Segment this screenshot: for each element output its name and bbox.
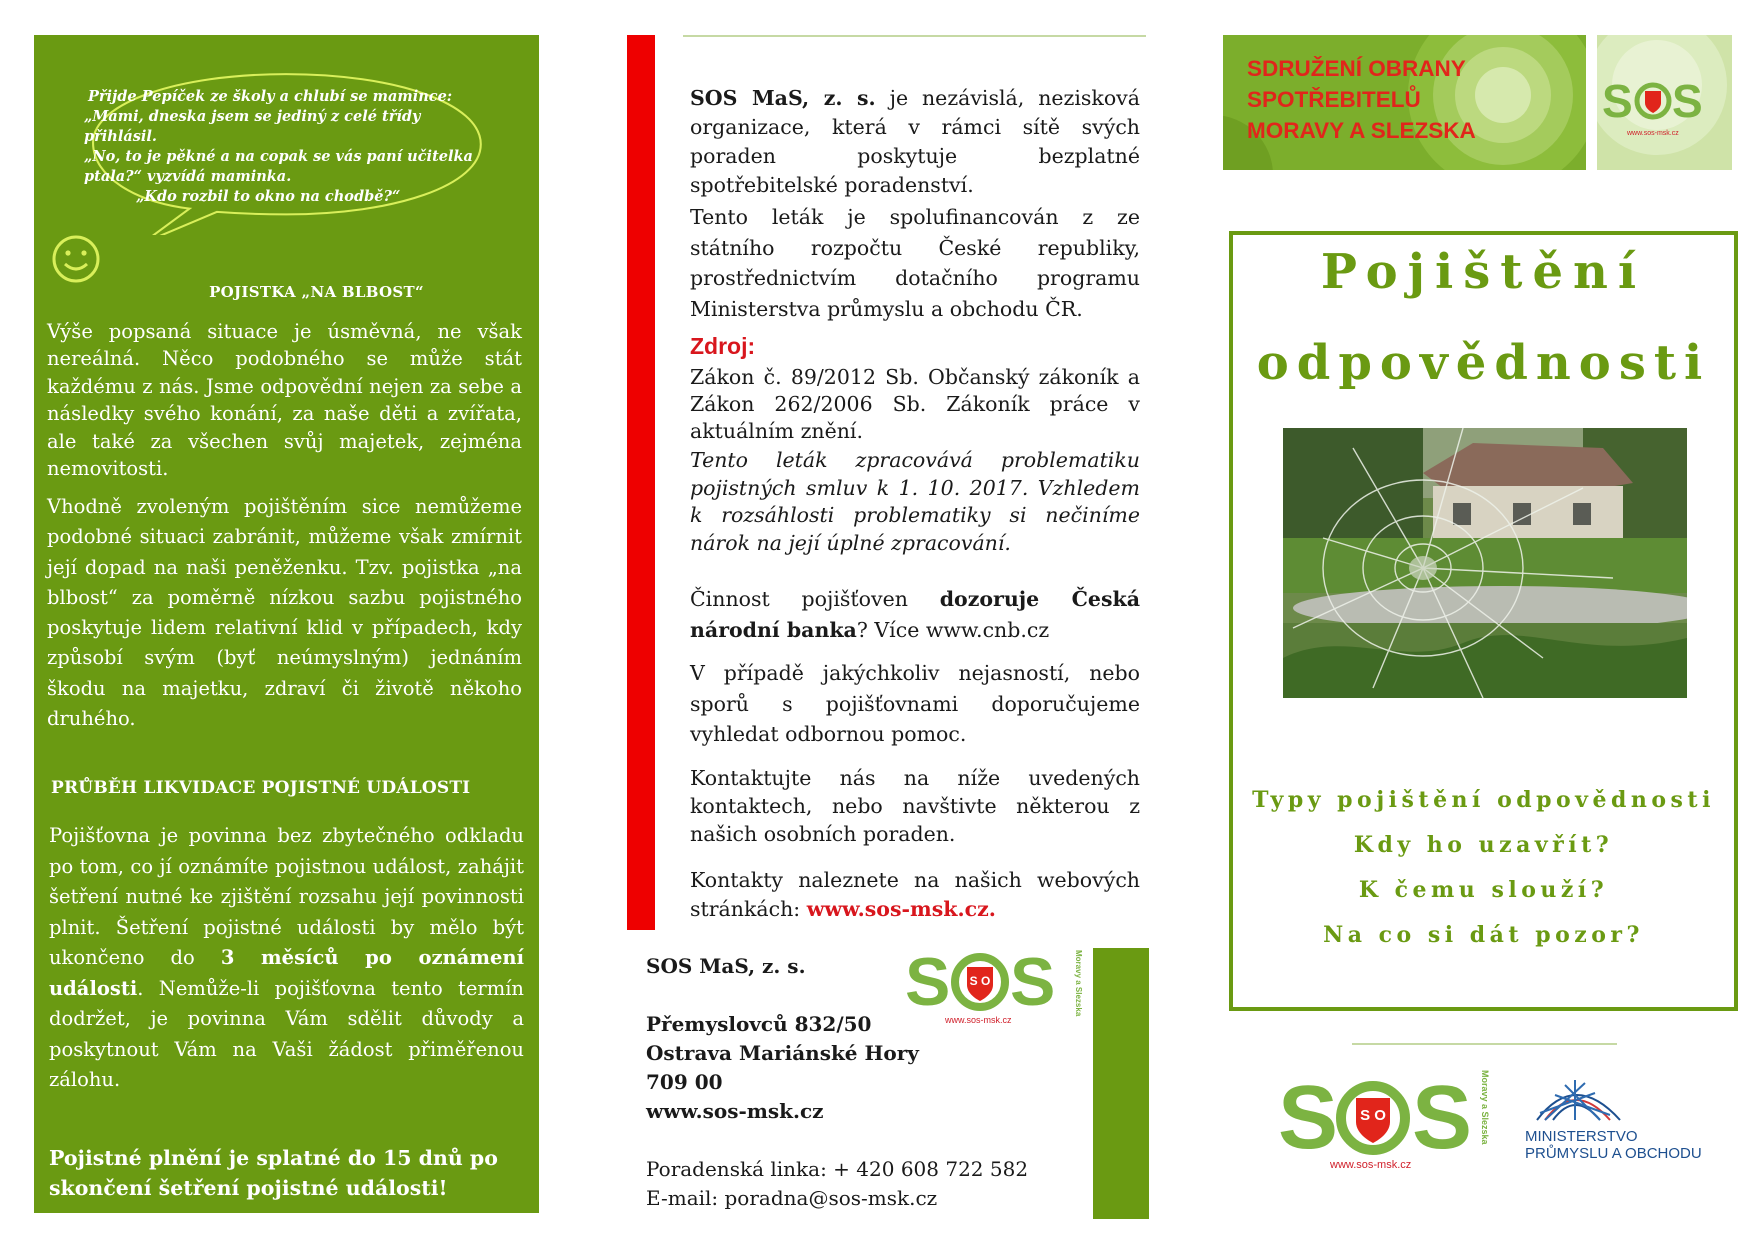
left-panel bbox=[34, 35, 539, 1213]
joke-line: „No, to je pěkné a na copak se vás paní učitelka bbox=[84, 148, 473, 165]
supervision-text: Činnost pojišťoven bbox=[690, 587, 940, 611]
divider-line bbox=[683, 35, 1146, 37]
contact-org: SOS MaS, z. s. bbox=[646, 954, 806, 978]
joke-line: „Mami, dneska jsem se jediný z celé třídy bbox=[84, 108, 421, 125]
claim-heading: PRŮBĚH LIKVIDACE POJISTNÉ UDÁLOSTI bbox=[51, 778, 471, 798]
contact-street: Přemyslovců 832/50 bbox=[646, 1012, 872, 1036]
svg-text:S O: S O bbox=[1360, 1107, 1386, 1124]
banner-title bbox=[1247, 53, 1476, 146]
green-strip bbox=[1093, 948, 1149, 1219]
claim-deadline: 3 měsíců po oznámení události bbox=[49, 946, 524, 1000]
org-description bbox=[690, 84, 1140, 200]
claim-text-end: . Nemůže-li pojišťovna tento termín dodržet, je povinna Vám sdělit důvody a poskytnout Vám na Vaši žádost přiměřenou zálohu. bbox=[49, 976, 524, 1091]
banner-line: SDRUŽENÍ OBRANY bbox=[1247, 56, 1466, 81]
svg-text:S O: S O bbox=[969, 974, 991, 988]
ministry-name-line1: MINISTERSTVO bbox=[1525, 1128, 1638, 1145]
logo-side-text: Moravy a Slezska bbox=[1074, 950, 1083, 1017]
ministry-name-line2: PRŮMYSLU A OBCHODU bbox=[1525, 1145, 1702, 1162]
org-description-text: je nezávislá, nezisková organizace, která v rámci sítě svých poraden poskytuje bezplatné spotřebitelské poradenství. bbox=[690, 86, 1140, 197]
logo-side-text-large: Moravy a Slezska bbox=[1480, 1070, 1490, 1145]
supervisor-name: dozoruje Česká národní banka bbox=[690, 587, 1140, 642]
payment-note: Pojistné plnění je splatné do 15 dnů po skončení šetření pojistné události! bbox=[49, 1146, 498, 1200]
claim-text: Pojišťovna je povinna bez zbytečného odkladu po tom, co jí oznámíte pojistnou událost, zahájit šetření nutné ke zjištění rozsahu její povinnosti plnit. Šetření pojistné události by mělo být ukončeno do bbox=[49, 824, 524, 969]
intro-paragraph: Výše popsaná situace je úsměvná, ne však nereálná. Něco podobného se může stát každému z nás. Jsme odpovědní nejen za sebe a následky svého konání, za naše děti a zvířata, ale také za všechen svůj majetek, zejména nemovitosti. bbox=[47, 320, 522, 481]
advice-note: V případě jakýchkoliv nejasností, nebo sporů s pojišťovnami doporučujeme vyhledat odbornou pomoc. bbox=[690, 661, 1140, 746]
sos-small-logo bbox=[1597, 35, 1732, 170]
website-text: Kontakty naleznete na našich webových stránkách: bbox=[690, 868, 1140, 921]
disclaimer-text: Tento leták zpracovává problematiku pojistných smluv k 1. 10. 2017. Vzhledem k rozsáhlosti problematiky si nečiníme nárok na její úplné zpracování. bbox=[690, 448, 1140, 555]
ministry-logo bbox=[1525, 1075, 1725, 1175]
contact-email[interactable]: E-mail: poradna@sos-msk.cz bbox=[646, 1186, 938, 1210]
svg-text:S: S bbox=[1412, 1070, 1473, 1168]
svg-text:S: S bbox=[1602, 75, 1633, 127]
svg-text:S: S bbox=[1010, 945, 1056, 1020]
svg-text:www.sos-msk.cz: www.sos-msk.cz bbox=[1627, 130, 1679, 137]
org-banner bbox=[1223, 35, 1586, 170]
question-when: Kdy ho uzavřít? bbox=[1353, 832, 1614, 858]
joke-line: Přijde Pepíček ze školy a chlubí se mamince: bbox=[88, 88, 453, 105]
question-caution: Na co si dát pozor? bbox=[1323, 922, 1644, 948]
website-note bbox=[690, 866, 1140, 923]
banner-separator bbox=[1588, 35, 1594, 170]
cover-title-line2: odpovědnosti bbox=[1256, 335, 1711, 391]
website-link[interactable]: www.sos-msk.cz. bbox=[806, 896, 996, 921]
svg-text:S: S bbox=[1278, 1070, 1339, 1168]
contact-city: Ostrava Mariánské Hory bbox=[646, 1041, 919, 1065]
joke-heading: POJISTKA „NA BLBOST“ bbox=[209, 283, 424, 301]
logo-url-text: www.sos-msk.cz bbox=[945, 1015, 1012, 1025]
supervision-link-text: ? Více www.cnb.cz bbox=[856, 618, 1050, 642]
banner-line: MORAVY A SLEZSKA bbox=[1247, 118, 1476, 143]
contact-web[interactable]: www.sos-msk.cz bbox=[646, 1099, 824, 1123]
svg-text:S: S bbox=[905, 945, 951, 1020]
banner-line: SPOTŘEBITELŮ bbox=[1247, 87, 1421, 112]
contact-zip: 709 00 bbox=[646, 1070, 723, 1094]
joke-line: ptala?“ vyzvídá maminka. bbox=[84, 168, 292, 185]
supervision-note bbox=[690, 584, 1140, 646]
funding-note: Tento leták je spolufinancován z ze státního rozpočtu České republiky, prostřednictvím dotačního programu Ministerstva průmyslu a obchodu ČR. bbox=[690, 205, 1140, 321]
smiley-icon bbox=[50, 233, 102, 285]
source-text: Zákon č. 89/2012 Sb. Občanský zákoník a Zákon 262/2006 Sb. Zákoník práce v aktuálním znění. bbox=[690, 365, 1140, 443]
org-name: SOS MaS, z. s. bbox=[690, 86, 876, 110]
logo-url-text-large: www.sos-msk.cz bbox=[1330, 1159, 1412, 1171]
joke-line: „Kdo rozbil to okno na chodbě?“ bbox=[136, 188, 401, 205]
divider-line-right bbox=[1352, 1043, 1617, 1045]
joke-text bbox=[84, 87, 514, 207]
sos-logo-large bbox=[1278, 1070, 1490, 1172]
cover-title-line1: Pojištění bbox=[1320, 244, 1647, 300]
banner-logo bbox=[1597, 35, 1732, 170]
question-types: Typy pojištění odpovědnosti bbox=[1252, 787, 1715, 813]
sos-logo bbox=[905, 945, 1083, 1027]
liability-paragraph: Vhodně zvoleným pojištěním sice nemůžeme podobné situaci zabránit, můžeme však zmírnit její dopad na naši peněženku. Tzv. pojistka „na blbost“ za poměrně nízkou sazbu pojistného poskytuje lidem relativní klid v případech, kdy způsobí svým (byť neúmyslným) jednáním škodu na majetku, zdraví či životě někoho druhého. bbox=[47, 495, 522, 731]
contact-phone: Poradenská linka: + 420 608 722 582 bbox=[646, 1157, 1029, 1181]
claim-paragraph bbox=[49, 821, 524, 1096]
question-purpose: K čemu slouží? bbox=[1358, 877, 1609, 903]
svg-text:S: S bbox=[1672, 75, 1703, 127]
source-heading: Zdroj: bbox=[690, 333, 756, 359]
joke-line: přihlásil. bbox=[84, 128, 157, 145]
contact-note: Kontaktujte nás na níže uvedených kontaktech, nebo navštivte některou z našich osobních poraden. bbox=[690, 766, 1140, 846]
red-accent-bar bbox=[627, 35, 655, 930]
broken-window-photo bbox=[1283, 428, 1687, 698]
